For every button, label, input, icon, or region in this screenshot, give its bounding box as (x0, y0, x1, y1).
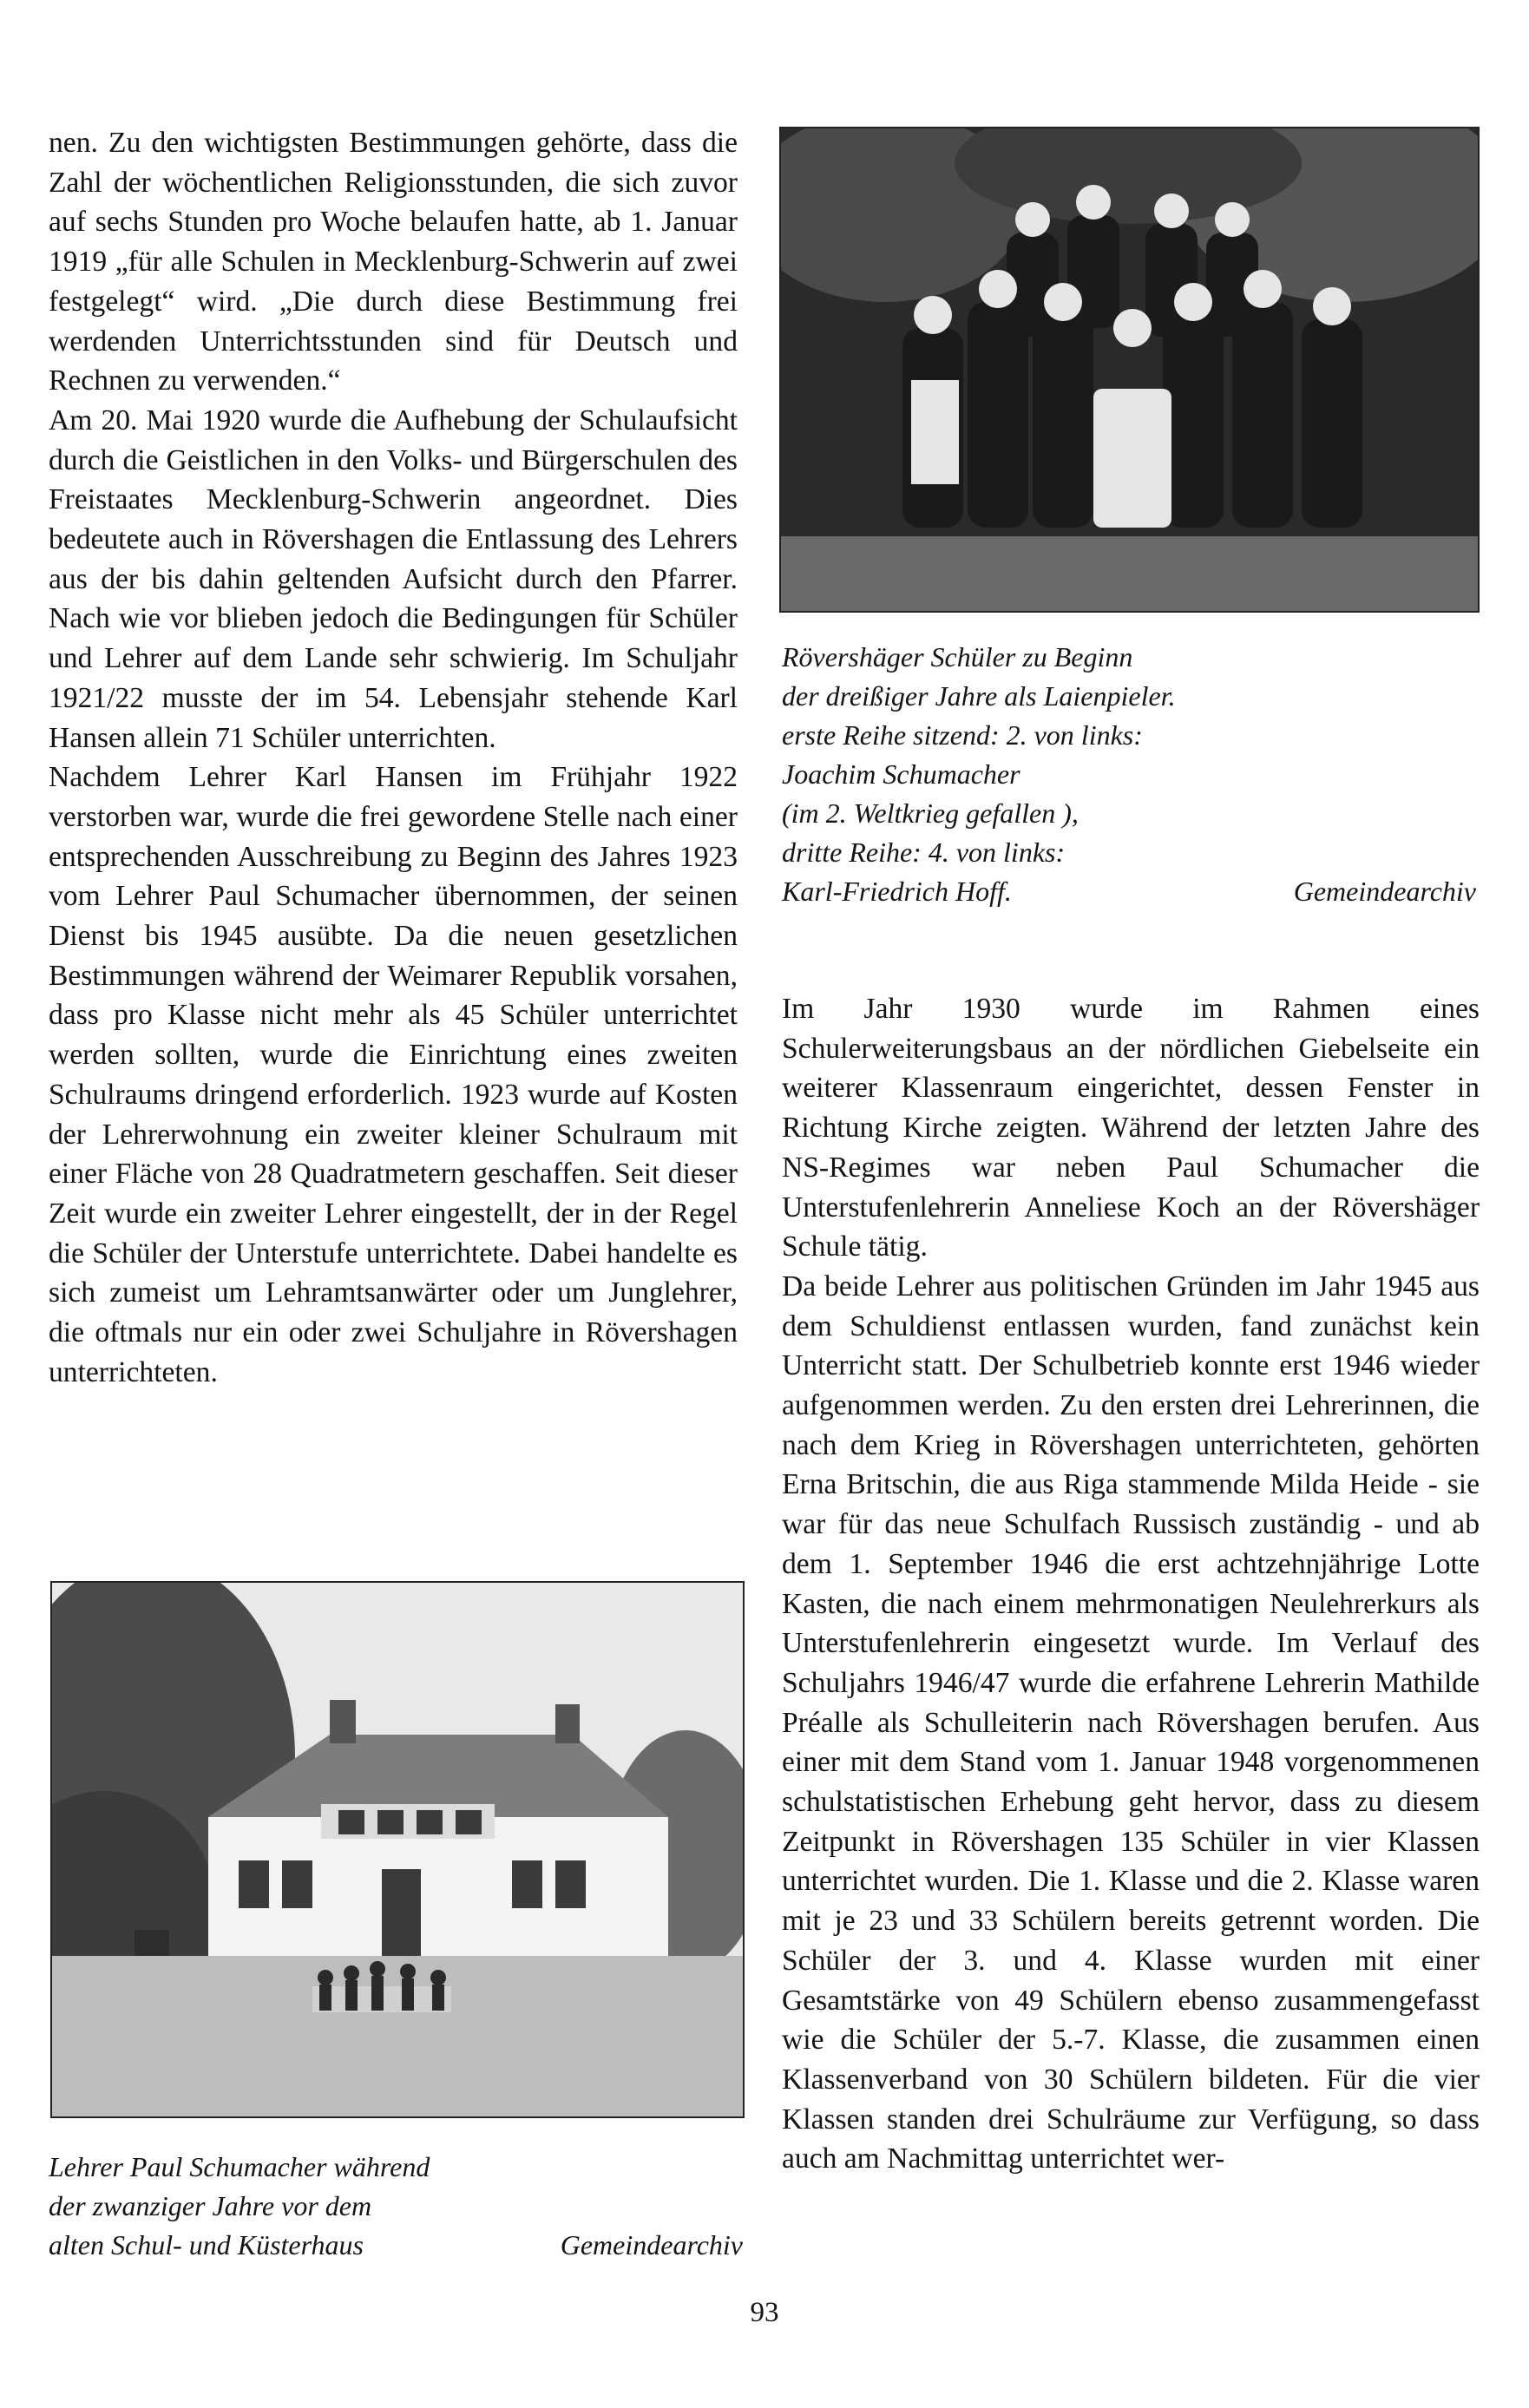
caption-line: alten Schul- und Küsterhaus (49, 2229, 364, 2260)
caption-line: der dreißiger Jahre als Laienpieler. (782, 680, 1176, 712)
caption-line: dritte Reihe: 4. von links: (782, 837, 1066, 868)
caption-line: Karl-Friedrich Hoff. (782, 876, 1012, 907)
photo-caption-bottom (49, 2148, 743, 2265)
page-number: 93 (750, 2297, 779, 2328)
left-text-column (49, 123, 738, 1393)
caption-line: Rövershäger Schüler zu Beginn (782, 641, 1133, 673)
photo-credit: Gemeindearchiv (560, 2229, 743, 2260)
photo-schoolchildren-group (779, 127, 1480, 613)
caption-line: Lehrer Paul Schumacher während (49, 2151, 430, 2182)
right-text-column (782, 989, 1480, 2179)
photo-caption-top (782, 638, 1476, 911)
paragraph: nen. Zu den wichtigsten Bestimmungen gehörte, dass die Zahl der wöchentlichen Religionsstunden, die sich zuvor auf sechs Stunden pro Woche belaufen hatte, ab 1. Januar 1919 „für alle Schulen in Mecklenburg-Schwerin auf zwei festgelegt“ wird. „Die durch diese Bestimmung frei werdenden Unterrichtsstunden sind für Deutsch und Rechnen zu verwenden.“ (49, 127, 738, 397)
paragraph: Da beide Lehrer aus politischen Gründen im Jahr 1945 aus dem Schuldienst entlassen wurden, fand zunächst kein Unterricht statt. Der Schulbetrieb konnte erst 1946 wieder aufgenommen werden. Zu den ersten drei Lehrerinnen, die nach dem Krieg in Rövershagen unterrichteten, gehörten Erna Britschin, die aus Riga stammende Milda Heide - sie war für das neue Schulfach Russisch zuständig - und ab dem 1. September 1946 die erst achtzehnjährige Lotte Kasten, die nach einem mehrmonatigen Neulehrerkurs als Unterstufenlehrerin eingesetzt wurde. Im Verlauf des Schuljahrs 1946/47 wurde die erfahrene Lehrerin Mathilde Préalle als Schulleiterin nach Rövershagen berufen. Aus einer mit dem Stand vom 1. Januar 1948 vorgenommenen schulstatistischen Erhebung geht hervor, dass zu diesem Zeitpunkt in Rövershagen 135 Schüler in vier Klassen unterrichtet wurden. Die 1. Klasse und die 2. Klasse waren mit je 23 und 33 Schülern bereits getrennt worden. Die Schüler der 3. und 4. Klasse wurden mit einer Gesamtstärke von 49 Schülern ebenso zusammengefasst wie die Schüler der 5.-7. Klasse, die zusammen einen Klassenverband von 30 Schülern bildeten. Für die vier Klassen standen drei Schulräume zur Verfügung, so dass auch am Nachmittag unterrichtet wer- (782, 1270, 1480, 2175)
photo-credit: Gemeindearchiv (1293, 876, 1476, 907)
caption-line: (im 2. Weltkrieg gefallen ), (782, 797, 1079, 829)
paragraph: Im Jahr 1930 wurde im Rahmen eines Schulerweiterungsbaus an der nördlichen Giebelseite ein weiterer Klassenraum eingerichtet, dessen Fenster in Richtung Kirche zeigten. Während der letzten Jahre des NS-Regimes war neben Paul Schumacher die Unterstufenlehrerin Anneliese Koch an der Rövershäger Schule tätig. (782, 993, 1480, 1263)
school-house-illustration (52, 1583, 743, 2116)
paragraph: Nachdem Lehrer Karl Hansen im Frühjahr 1922 verstorben war, wurde die frei gewordene Stelle nach einer entsprechenden Ausschreibung zu Beginn des Jahres 1923 vom Lehrer Paul Schumacher übernommen, der seinen Dienst bis 1945 ausübte. Da die neuen gesetzlichen Bestimmungen während der Weimarer Republik vorsahen, dass pro Klasse nicht mehr als 45 Schüler unterrichtet werden sollten, wurde die Einrichtung eines zweiten Schulraums dringend erforderlich. 1923 wurde auf Kosten der Lehrerwohnung ein zweiter kleiner Schulraum mit einer Fläche von 28 Quadratmetern geschaffen. Seit dieser Zeit wurde ein zweiter Lehrer eingestellt, der in der Regel die Schüler der Unterstufe unterrichtete. Dabei handelte es sich zumeist um Lehramtsanwärter oder um Junglehrer, die oftmals nur ein oder zwei Schuljahre in Rövershagen unterrichteten. (49, 761, 738, 1388)
group-photo-illustration (781, 128, 1478, 611)
photo-school-house (50, 1581, 745, 2118)
caption-line: der zwanziger Jahre vor dem (49, 2190, 372, 2221)
paragraph: Am 20. Mai 1920 wurde die Aufhebung der Schulaufsicht durch die Geistlichen in den Volks- und Bürgerschulen des Freistaates Mecklenburg-Schwerin angeordnet. Dies bedeutete auch in Rövershagen die Entlassung des Lehrers aus der bis dahin geltenden Aufsicht durch den Pfarrer. Nach wie vor blieben jedoch die Bedingungen für Schüler und Lehrer auf dem Lande sehr schwierig. Im Schuljahr 1921/22 musste der im 54. Lebensjahr stehende Karl Hansen allein 71 Schüler unterrichten. (49, 404, 738, 754)
caption-line: Joachim Schumacher (782, 758, 1020, 790)
caption-line: erste Reihe sitzend: 2. von links: (782, 719, 1143, 751)
